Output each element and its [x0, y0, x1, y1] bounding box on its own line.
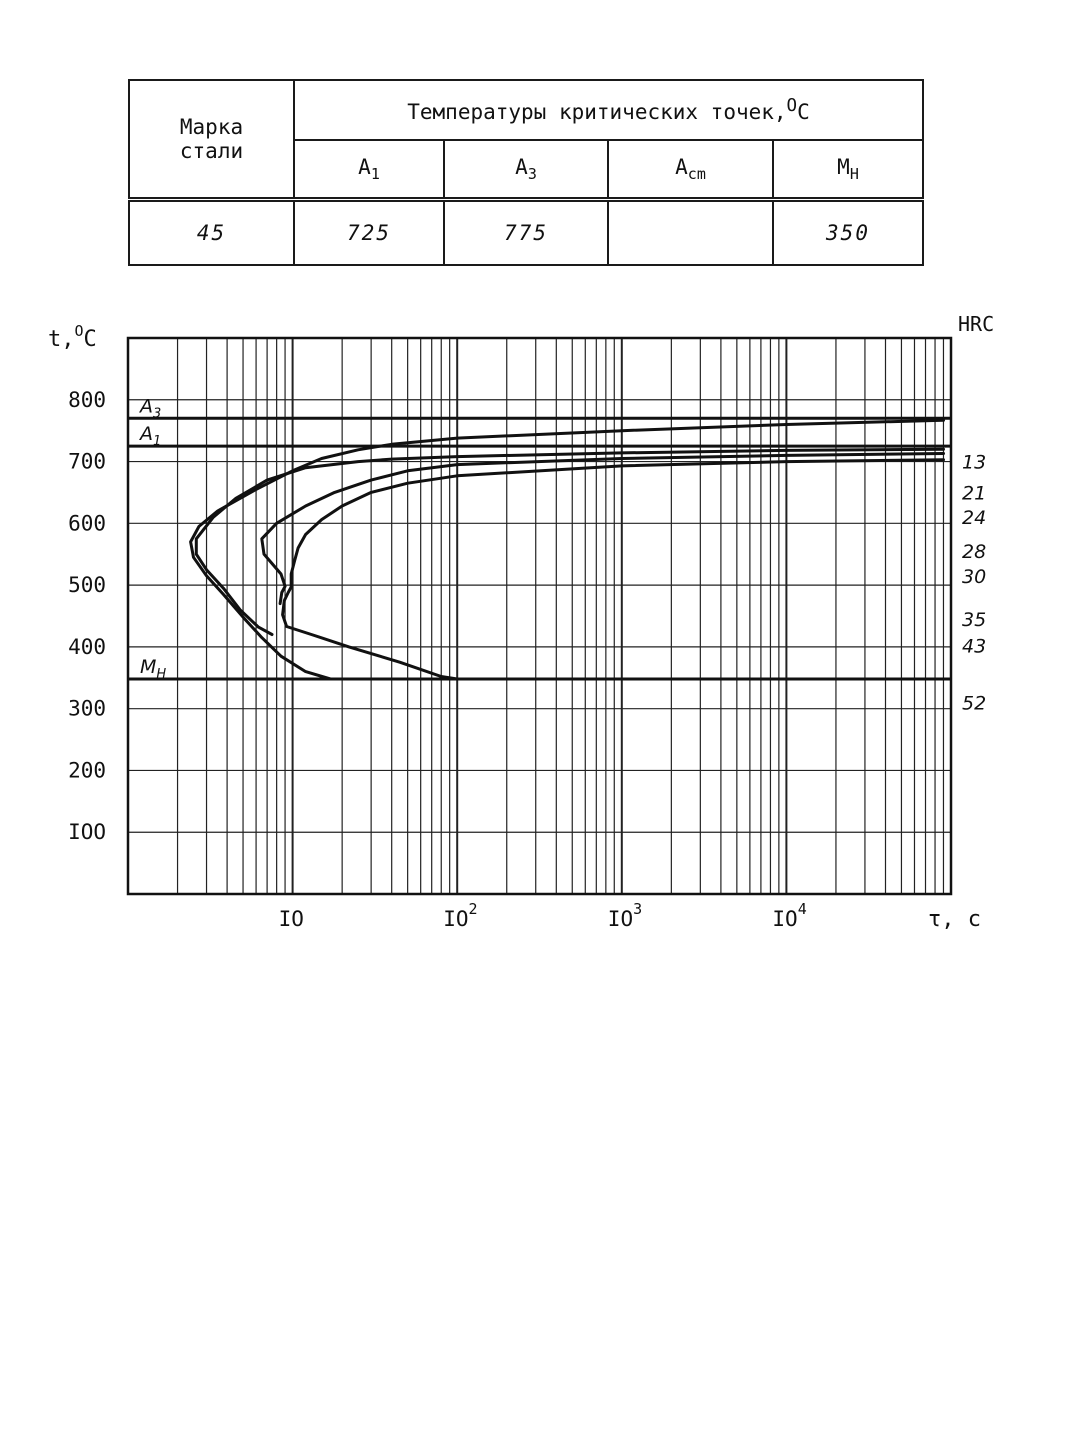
- chart-grid: [128, 338, 951, 894]
- steel-grade-header-line2: стали: [179, 139, 244, 163]
- hrc-axis-label: HRC: [958, 312, 995, 336]
- hrc-labels: [962, 452, 986, 715]
- cell-mn: 350: [773, 200, 923, 266]
- steel-grade-header-line1: Марка: [179, 115, 244, 139]
- y-tick-label: 500: [68, 573, 106, 598]
- curve-start-2: [196, 449, 943, 634]
- col-acm-sub: cm: [687, 165, 706, 184]
- y-tick-label: 800: [68, 387, 106, 412]
- hrc-label: 43: [962, 635, 987, 658]
- y-tick-label: 600: [68, 511, 106, 536]
- x-tick-label: $IO^3$: [607, 900, 643, 931]
- ref-label-a3: $A_3$: [140, 395, 162, 422]
- y-axis-label: t,$^O$C: [48, 322, 97, 352]
- col-a1-sub: 1: [370, 165, 380, 184]
- y-tick-label: 300: [68, 696, 106, 721]
- hrc-label: 30: [962, 565, 987, 588]
- col-a3-sub: 3: [527, 165, 537, 184]
- curve-start: [191, 420, 944, 679]
- x-tick-label: $IO^2$: [443, 900, 478, 931]
- ref-label-a1: $A_1$: [140, 423, 162, 450]
- y-tick-label: 700: [68, 449, 106, 474]
- curve-end-1: [262, 454, 944, 604]
- ref-label-mh: $M_H$: [140, 656, 167, 683]
- x-tick-labels: [279, 900, 807, 931]
- hrc-label: 28: [962, 541, 987, 564]
- critical-temps-header-text: Температуры критических точек,: [407, 100, 787, 124]
- x-tick-label: IO: [278, 907, 304, 931]
- y-tick-labels: [68, 388, 106, 844]
- col-acm-main: A: [675, 154, 688, 179]
- x-axis-label: τ, c: [928, 907, 981, 932]
- hrc-label: 21: [962, 482, 987, 505]
- hrc-label: 13: [962, 451, 987, 474]
- hrc-label: 35: [962, 609, 987, 632]
- col-a3-main: A: [515, 154, 528, 179]
- hrc-label: 52: [962, 692, 987, 715]
- y-tick-label: IOO: [68, 820, 106, 845]
- hrc-label: 24: [962, 507, 987, 530]
- cell-a3: 775: [444, 200, 608, 266]
- cell-a1: 725: [294, 200, 444, 266]
- col-mn-main: M: [837, 154, 850, 179]
- col-mn-sub: H: [849, 165, 859, 184]
- y-tick-label: 200: [68, 758, 106, 783]
- curve-end-2: [283, 460, 944, 679]
- reference-lines: [128, 395, 951, 682]
- cell-grade: 45: [129, 200, 294, 266]
- transformation-curves: [191, 420, 944, 679]
- y-tick-label: 400: [68, 634, 106, 659]
- critical-temps-degree: O: [786, 96, 798, 116]
- critical-temps-unit: C: [797, 100, 810, 124]
- col-a1-main: A: [358, 154, 371, 179]
- x-tick-label: $IO^4$: [772, 900, 807, 931]
- plot-frame: [128, 338, 951, 894]
